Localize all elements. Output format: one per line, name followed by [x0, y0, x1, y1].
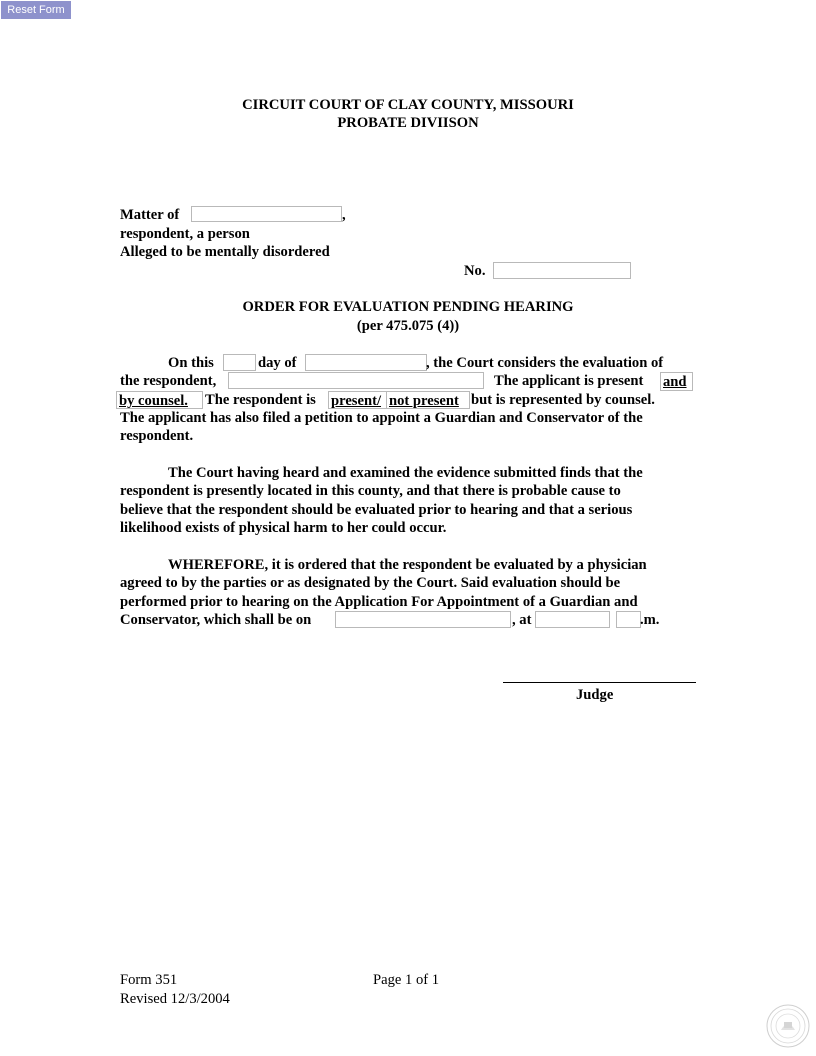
finding-line-1: The Court having heard and examined the evidence submitted finds that the — [168, 465, 643, 481]
judge-signature-line — [503, 682, 696, 683]
case-number-field[interactable] — [493, 262, 631, 279]
the-respondent-text: the respondent, — [120, 373, 217, 389]
order-line-1: WHEREFORE, it is ordered that the respondent be evaluated by a physician — [168, 557, 647, 573]
case-no-label: No. — [464, 263, 486, 279]
page-number: Page 1 of 1 — [373, 972, 440, 988]
applicant-present-text: The applicant is present — [494, 373, 644, 389]
hearing-time-field[interactable] — [535, 611, 610, 628]
on-this-text: On this — [168, 355, 214, 371]
form-number: Form 351 — [120, 972, 178, 988]
court-considers-text: , the Court considers the evaluation of — [426, 355, 664, 371]
at-text: , at — [512, 612, 532, 628]
court-seal-icon — [766, 1004, 810, 1048]
respondent-end-text: respondent. — [120, 428, 194, 444]
hearing-date-field[interactable] — [335, 611, 511, 628]
represented-text: but is represented by counsel. — [471, 392, 655, 408]
caption-comma: , — [342, 207, 346, 223]
finding-line-4: likelihood exists of physical harm to her could occur. — [120, 520, 447, 536]
order-line-4: Conservator, which shall be on — [120, 612, 312, 628]
order-line-2: agreed to by the parties or as designated by the Court. Said evaluation should be — [120, 575, 621, 591]
reset-form-button[interactable]: Reset Form — [1, 1, 71, 19]
finding-line-2: respondent is presently located in this county, and that there is probable cause to — [120, 483, 621, 499]
order-line-3: performed prior to hearing on the Application For Appointment of a Guardian and — [120, 594, 638, 610]
not-present-choice[interactable]: not present — [386, 391, 470, 409]
respondent-is-text: The respondent is — [205, 392, 316, 408]
am-pm-field[interactable] — [616, 611, 641, 628]
finding-line-3: believe that the respondent should be evaluated prior to hearing and that a serious — [120, 502, 633, 518]
month-year-field[interactable] — [305, 354, 427, 371]
and-choice[interactable]: and — [660, 372, 693, 391]
statute-reference: (per 475.075 (4)) — [356, 318, 460, 334]
day-of-text: day of — [258, 355, 297, 371]
respondent-field[interactable] — [228, 372, 484, 389]
day-field[interactable] — [223, 354, 256, 371]
respondent-name-field[interactable] — [191, 206, 342, 222]
court-name: CIRCUIT COURT OF CLAY COUNTY, MISSOURI — [242, 97, 574, 113]
alleged-label: Alleged to be mentally disordered — [120, 244, 330, 260]
petition-text: The applicant has also filed a petition to appoint a Guardian and Conservator of the — [120, 410, 643, 426]
court-division: PROBATE DIVIISON — [337, 115, 479, 131]
order-title: ORDER FOR EVALUATION PENDING HEARING — [242, 299, 574, 315]
matter-of-label: Matter of — [120, 207, 180, 223]
by-counsel-choice[interactable]: by counsel. — [116, 391, 203, 409]
respondent-label: respondent, a person — [120, 226, 250, 242]
revised-date: Revised 12/3/2004 — [120, 991, 230, 1007]
judge-label: Judge — [576, 687, 614, 703]
present-choice[interactable]: present/ — [328, 391, 387, 409]
m-text: .m. — [640, 612, 660, 628]
